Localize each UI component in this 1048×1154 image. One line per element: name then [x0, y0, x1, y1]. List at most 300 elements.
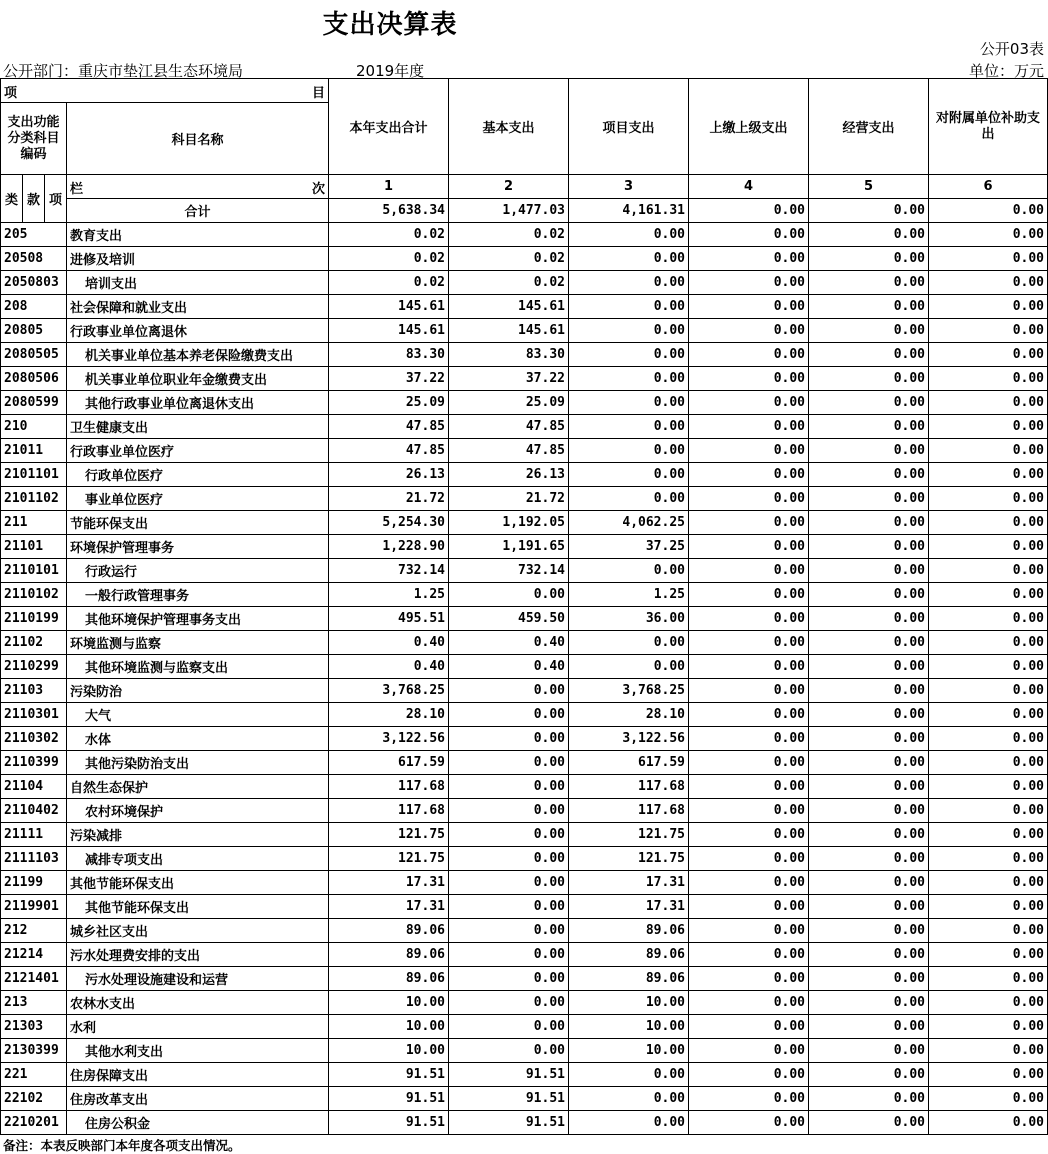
row-code: 21111	[1, 823, 67, 847]
row-subject-name: 其他行政事业单位离退休支出	[67, 391, 329, 415]
row-code: 208	[1, 295, 67, 319]
table-row	[1, 727, 1048, 751]
col-num: 1	[329, 175, 449, 199]
row-value: 0.00	[929, 919, 1048, 943]
row-code: 2080506	[1, 367, 67, 391]
row-value: 1.25	[569, 583, 689, 607]
row-value: 0.00	[809, 871, 929, 895]
row-value: 121.75	[569, 823, 689, 847]
row-value: 47.85	[449, 415, 569, 439]
row-value: 0.00	[689, 679, 809, 703]
header-lanci	[67, 175, 329, 199]
row-code: 2119901	[1, 895, 67, 919]
row-subject-name: 污染减排	[67, 823, 329, 847]
row-value: 0.00	[929, 655, 1048, 679]
row-code: 210	[1, 415, 67, 439]
row-value: 0.00	[569, 295, 689, 319]
row-value: 0.00	[449, 943, 569, 967]
table-row	[1, 391, 1048, 415]
row-value: 0.00	[809, 271, 929, 295]
row-value: 0.00	[809, 511, 929, 535]
row-value: 0.00	[569, 1063, 689, 1087]
row-value: 0.00	[809, 631, 929, 655]
row-code: 2110199	[1, 607, 67, 631]
row-value: 0.00	[809, 559, 929, 583]
row-subject-name: 水利	[67, 1015, 329, 1039]
row-value: 4,062.25	[569, 511, 689, 535]
row-value: 0.00	[809, 751, 929, 775]
row-subject-name: 大气	[67, 703, 329, 727]
row-subject-name: 农林水支出	[67, 991, 329, 1015]
table-row	[1, 919, 1048, 943]
row-value: 0.00	[689, 343, 809, 367]
row-value: 17.31	[569, 895, 689, 919]
row-value: 0.00	[929, 583, 1048, 607]
row-value: 0.00	[809, 415, 929, 439]
row-subject-name: 住房改革支出	[67, 1087, 329, 1111]
row-code: 2101102	[1, 487, 67, 511]
row-value: 0.00	[689, 583, 809, 607]
row-value: 0.00	[809, 679, 929, 703]
row-value: 91.51	[449, 1063, 569, 1087]
row-value: 0.00	[689, 631, 809, 655]
row-value: 0.00	[929, 1015, 1048, 1039]
row-value: 0.00	[929, 463, 1048, 487]
row-code: 21104	[1, 775, 67, 799]
row-value: 0.00	[689, 1063, 809, 1087]
row-value: 0.00	[929, 799, 1048, 823]
row-subject-name: 机关事业单位职业年金缴费支出	[67, 367, 329, 391]
row-value: 0.00	[929, 535, 1048, 559]
row-value: 21.72	[449, 487, 569, 511]
row-value: 0.00	[929, 367, 1048, 391]
row-value: 0.00	[449, 1015, 569, 1039]
header-row-colnums	[1, 175, 1048, 199]
row-value: 89.06	[329, 919, 449, 943]
row-code: 2110402	[1, 799, 67, 823]
row-value: 0.00	[929, 943, 1048, 967]
row-value: 0.02	[329, 271, 449, 295]
row-value: 459.50	[449, 607, 569, 631]
row-value: 0.00	[689, 463, 809, 487]
row-value: 0.00	[569, 559, 689, 583]
row-value: 1,191.65	[449, 535, 569, 559]
row-value: 0.00	[569, 1087, 689, 1111]
row-subject-name: 其他环境监测与监察支出	[67, 655, 329, 679]
table-row	[1, 991, 1048, 1015]
table-row	[1, 751, 1048, 775]
row-value: 0.00	[569, 343, 689, 367]
row-value: 0.00	[929, 271, 1048, 295]
row-value: 0.00	[689, 703, 809, 727]
row-value: 0.00	[929, 967, 1048, 991]
row-value: 0.00	[809, 295, 929, 319]
row-subject-name: 机关事业单位基本养老保险缴费支出	[67, 343, 329, 367]
row-subject-name: 培训支出	[67, 271, 329, 295]
row-value: 0.00	[689, 1087, 809, 1111]
row-subject-name: 行政运行	[67, 559, 329, 583]
row-subject-name: 其他水利支出	[67, 1039, 329, 1063]
row-value: 0.00	[569, 367, 689, 391]
row-value: 0.00	[929, 511, 1048, 535]
row-value: 0.00	[569, 247, 689, 271]
row-value: 0.00	[449, 727, 569, 751]
row-code: 2121401	[1, 967, 67, 991]
row-subject-name: 其他节能环保支出	[67, 895, 329, 919]
row-value: 0.00	[689, 1015, 809, 1039]
page-title: 支出决算表	[322, 10, 458, 40]
row-value: 0.00	[929, 631, 1048, 655]
header-col-project: 项目支出	[569, 79, 689, 175]
row-code: 2110399	[1, 751, 67, 775]
header-item-left: 项	[4, 86, 18, 101]
row-value: 0.00	[929, 871, 1048, 895]
row-subject-name: 减排专项支出	[67, 847, 329, 871]
row-value: 0.00	[689, 391, 809, 415]
row-value: 10.00	[329, 991, 449, 1015]
header-subject-name: 科目名称	[67, 103, 329, 175]
table-row	[1, 559, 1048, 583]
row-subject-name: 一般行政管理事务	[67, 583, 329, 607]
row-value: 0.00	[929, 343, 1048, 367]
row-value: 117.68	[569, 775, 689, 799]
row-value: 0.00	[809, 895, 929, 919]
table-row	[1, 1063, 1048, 1087]
row-value: 0.00	[929, 727, 1048, 751]
row-value: 0.00	[689, 799, 809, 823]
row-value: 732.14	[449, 559, 569, 583]
row-code: 2110301	[1, 703, 67, 727]
row-value: 0.00	[569, 223, 689, 247]
total-value: 0.00	[929, 199, 1048, 223]
row-value: 0.00	[689, 415, 809, 439]
row-value: 0.00	[929, 751, 1048, 775]
row-value: 0.00	[809, 535, 929, 559]
row-value: 0.00	[689, 751, 809, 775]
row-value: 0.00	[569, 655, 689, 679]
row-value: 89.06	[569, 967, 689, 991]
row-code: 21199	[1, 871, 67, 895]
row-subject-name: 节能环保支出	[67, 511, 329, 535]
row-value: 26.13	[449, 463, 569, 487]
row-value: 0.40	[329, 631, 449, 655]
row-value: 89.06	[329, 967, 449, 991]
row-value: 0.00	[689, 943, 809, 967]
row-value: 0.00	[929, 1063, 1048, 1087]
row-subject-name: 事业单位医疗	[67, 487, 329, 511]
col-num: 5	[809, 175, 929, 199]
row-value: 0.00	[929, 703, 1048, 727]
row-code: 2050803	[1, 271, 67, 295]
row-value: 0.00	[569, 487, 689, 511]
row-value: 1,192.05	[449, 511, 569, 535]
row-value: 25.09	[329, 391, 449, 415]
total-row	[1, 199, 1048, 223]
table-row	[1, 247, 1048, 271]
col-num: 6	[929, 175, 1048, 199]
row-value: 91.51	[449, 1087, 569, 1111]
header-col-subsidy: 对附属单位补助支出	[929, 79, 1048, 175]
row-value: 0.00	[689, 559, 809, 583]
header-item-cell	[1, 79, 329, 103]
row-value: 0.00	[449, 967, 569, 991]
row-value: 0.02	[329, 223, 449, 247]
row-value: 145.61	[449, 295, 569, 319]
row-code: 20508	[1, 247, 67, 271]
row-value: 3,122.56	[569, 727, 689, 751]
row-value: 0.00	[809, 607, 929, 631]
row-value: 0.02	[449, 271, 569, 295]
row-value: 0.00	[929, 439, 1048, 463]
row-value: 0.00	[569, 391, 689, 415]
table-row	[1, 511, 1048, 535]
table-row	[1, 583, 1048, 607]
row-value: 0.00	[689, 967, 809, 991]
row-value: 0.00	[689, 655, 809, 679]
row-value: 0.00	[809, 991, 929, 1015]
row-value: 1.25	[329, 583, 449, 607]
table-row	[1, 607, 1048, 631]
row-value: 0.00	[809, 223, 929, 247]
row-value: 0.00	[689, 439, 809, 463]
row-subject-name: 污水处理设施建设和运营	[67, 967, 329, 991]
header-lan: 栏	[70, 182, 84, 197]
row-value: 3,768.25	[569, 679, 689, 703]
row-value: 0.00	[449, 751, 569, 775]
row-value: 0.00	[569, 439, 689, 463]
unit-label: 单位：万元	[968, 62, 1044, 80]
row-subject-name: 行政单位医疗	[67, 463, 329, 487]
header-lei: 类	[1, 175, 23, 223]
row-code: 212	[1, 919, 67, 943]
row-value: 26.13	[329, 463, 449, 487]
row-value: 0.00	[449, 679, 569, 703]
row-value: 0.00	[929, 823, 1048, 847]
row-code: 21103	[1, 679, 67, 703]
row-value: 17.31	[329, 871, 449, 895]
row-subject-name: 住房公积金	[67, 1111, 329, 1135]
row-value: 28.10	[329, 703, 449, 727]
row-value: 0.00	[689, 511, 809, 535]
row-value: 0.00	[569, 1111, 689, 1135]
row-code: 2130399	[1, 1039, 67, 1063]
row-value: 0.00	[809, 463, 929, 487]
row-value: 0.00	[809, 823, 929, 847]
row-value: 0.00	[809, 727, 929, 751]
row-value: 0.00	[689, 607, 809, 631]
table-row	[1, 631, 1048, 655]
row-value: 0.00	[689, 247, 809, 271]
row-value: 0.00	[929, 1087, 1048, 1111]
table-row	[1, 1087, 1048, 1111]
table-row	[1, 775, 1048, 799]
row-subject-name: 行政事业单位离退休	[67, 319, 329, 343]
row-value: 0.00	[689, 871, 809, 895]
total-value: 0.00	[809, 199, 929, 223]
row-value: 0.00	[689, 271, 809, 295]
row-value: 89.06	[329, 943, 449, 967]
row-subject-name: 环境保护管理事务	[67, 535, 329, 559]
row-subject-name: 卫生健康支出	[67, 415, 329, 439]
row-code: 21303	[1, 1015, 67, 1039]
row-subject-name: 环境监测与监察	[67, 631, 329, 655]
row-value: 28.10	[569, 703, 689, 727]
row-value: 121.75	[569, 847, 689, 871]
row-value: 83.30	[329, 343, 449, 367]
row-value: 10.00	[329, 1015, 449, 1039]
row-value: 117.68	[329, 799, 449, 823]
table-row	[1, 943, 1048, 967]
row-value: 91.51	[329, 1111, 449, 1135]
footnote: 备注：本表反映部门本年度各项支出情况。	[3, 1138, 241, 1153]
row-value: 0.00	[569, 319, 689, 343]
row-value: 0.00	[809, 799, 929, 823]
row-value: 91.51	[329, 1063, 449, 1087]
total-value: 5,638.34	[329, 199, 449, 223]
row-value: 0.00	[929, 559, 1048, 583]
table-row	[1, 1039, 1048, 1063]
header-ci: 次	[311, 182, 325, 197]
table-row	[1, 1015, 1048, 1039]
table-row	[1, 535, 1048, 559]
row-value: 0.40	[449, 655, 569, 679]
row-value: 121.75	[329, 847, 449, 871]
row-value: 91.51	[329, 1087, 449, 1111]
table-row	[1, 295, 1048, 319]
table-row	[1, 679, 1048, 703]
table-row	[1, 367, 1048, 391]
row-value: 145.61	[329, 319, 449, 343]
row-value: 0.00	[689, 367, 809, 391]
row-value: 0.00	[449, 799, 569, 823]
header-item-right: 目	[311, 86, 325, 101]
header-func-code: 支出功能分类科目编码	[1, 103, 67, 175]
row-value: 0.00	[689, 319, 809, 343]
row-value: 0.00	[809, 775, 929, 799]
row-value: 0.00	[449, 823, 569, 847]
row-value: 732.14	[329, 559, 449, 583]
col-num: 3	[569, 175, 689, 199]
row-value: 0.00	[929, 775, 1048, 799]
row-value: 47.85	[329, 439, 449, 463]
row-value: 0.00	[929, 1111, 1048, 1135]
row-value: 17.31	[569, 871, 689, 895]
header-kuan: 款	[23, 175, 45, 223]
table-row	[1, 319, 1048, 343]
row-code: 2110302	[1, 727, 67, 751]
table-row	[1, 223, 1048, 247]
row-code: 211	[1, 511, 67, 535]
row-subject-name: 进修及培训	[67, 247, 329, 271]
fiscal-year: 2019年度	[356, 62, 425, 80]
table-row	[1, 703, 1048, 727]
row-value: 0.00	[569, 271, 689, 295]
row-value: 36.00	[569, 607, 689, 631]
row-subject-name: 社会保障和就业支出	[67, 295, 329, 319]
table-row	[1, 847, 1048, 871]
row-code: 2080505	[1, 343, 67, 367]
row-value: 10.00	[329, 1039, 449, 1063]
row-code: 213	[1, 991, 67, 1015]
row-value: 0.00	[929, 991, 1048, 1015]
row-value: 145.61	[449, 319, 569, 343]
row-value: 0.00	[929, 223, 1048, 247]
col-num: 2	[449, 175, 569, 199]
row-value: 37.22	[449, 367, 569, 391]
department-label: 公开部门：重庆市垫江县生态环境局	[3, 62, 244, 80]
row-value: 0.00	[809, 919, 929, 943]
row-code: 205	[1, 223, 67, 247]
row-value: 0.00	[689, 1111, 809, 1135]
row-value: 10.00	[569, 1015, 689, 1039]
row-value: 25.09	[449, 391, 569, 415]
row-value: 0.40	[329, 655, 449, 679]
row-code: 2111103	[1, 847, 67, 871]
row-value: 0.00	[689, 295, 809, 319]
row-value: 89.06	[569, 919, 689, 943]
row-value: 0.00	[929, 1039, 1048, 1063]
row-value: 37.22	[329, 367, 449, 391]
row-value: 10.00	[569, 1039, 689, 1063]
row-code: 2110101	[1, 559, 67, 583]
total-value: 4,161.31	[569, 199, 689, 223]
row-value: 0.02	[449, 247, 569, 271]
form-number: 公开03表	[979, 40, 1044, 58]
row-value: 5,254.30	[329, 511, 449, 535]
row-value: 0.00	[809, 1111, 929, 1135]
row-value: 0.00	[689, 223, 809, 247]
row-code: 21011	[1, 439, 67, 463]
row-subject-name: 其他节能环保支出	[67, 871, 329, 895]
row-value: 0.00	[689, 919, 809, 943]
table-row	[1, 343, 1048, 367]
row-value: 617.59	[329, 751, 449, 775]
total-value: 0.00	[689, 199, 809, 223]
row-value: 1,228.90	[329, 535, 449, 559]
total-value: 1,477.03	[449, 199, 569, 223]
row-value: 0.00	[809, 1039, 929, 1063]
row-code: 221	[1, 1063, 67, 1087]
row-value: 10.00	[569, 991, 689, 1015]
row-value: 0.00	[809, 391, 929, 415]
row-value: 0.00	[449, 1039, 569, 1063]
row-value: 0.00	[929, 391, 1048, 415]
row-code: 2210201	[1, 1111, 67, 1135]
row-value: 0.00	[929, 247, 1048, 271]
row-value: 0.00	[929, 895, 1048, 919]
row-value: 0.02	[449, 223, 569, 247]
row-value: 0.40	[449, 631, 569, 655]
row-code: 21102	[1, 631, 67, 655]
row-value: 0.00	[569, 631, 689, 655]
table-row	[1, 271, 1048, 295]
table-row	[1, 1111, 1048, 1135]
row-subject-name: 自然生态保护	[67, 775, 329, 799]
row-subject-name: 城乡社区支出	[67, 919, 329, 943]
row-code: 2101101	[1, 463, 67, 487]
table-row	[1, 439, 1048, 463]
row-subject-name: 教育支出	[67, 223, 329, 247]
table-row	[1, 967, 1048, 991]
row-code: 2110299	[1, 655, 67, 679]
row-value: 0.00	[929, 319, 1048, 343]
row-value: 0.00	[689, 1039, 809, 1063]
total-label: 合计	[67, 199, 329, 223]
row-code: 2080599	[1, 391, 67, 415]
row-value: 121.75	[329, 823, 449, 847]
row-value: 0.00	[689, 775, 809, 799]
row-value: 117.68	[329, 775, 449, 799]
